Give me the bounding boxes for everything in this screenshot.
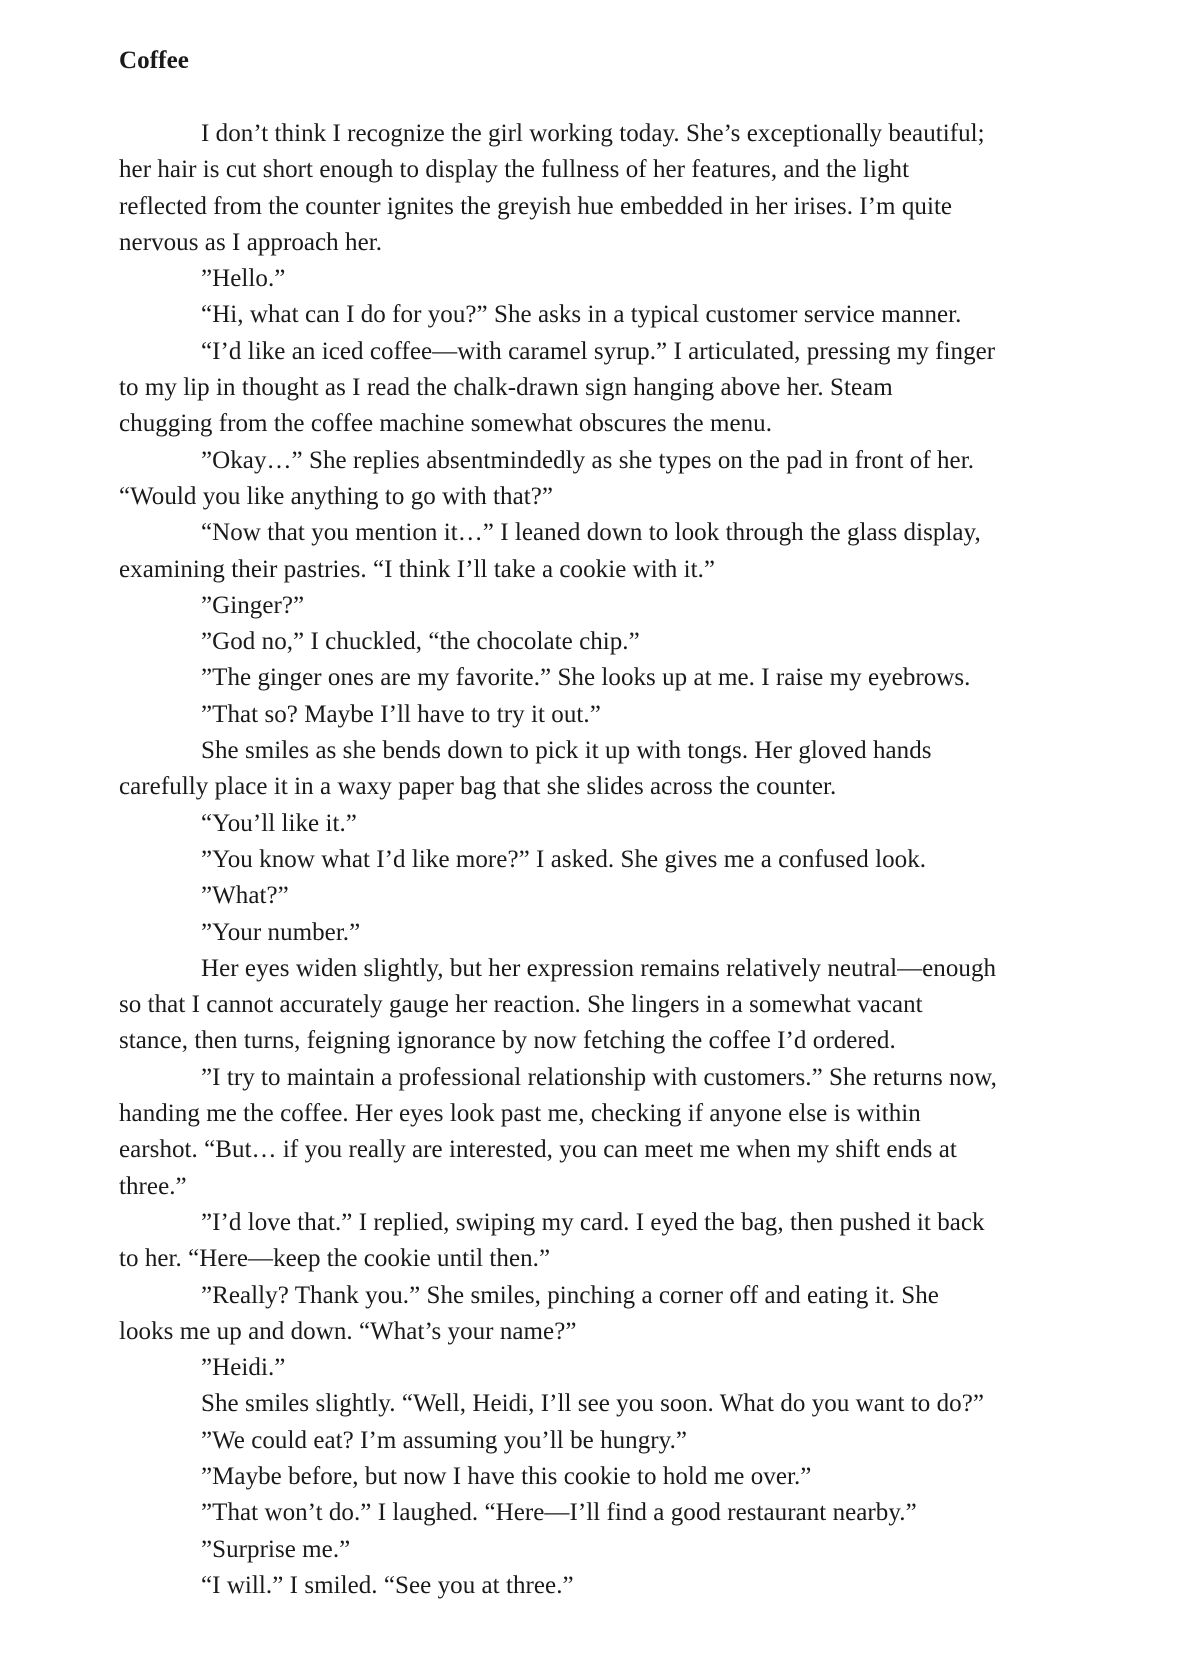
paragraph-line: earshot. “But… if you really are interested, you can meet me when my shift ends at [119, 1136, 957, 1164]
paragraph-line: ”Heidi.” [201, 1354, 286, 1382]
story-paragraph [119, 624, 1081, 660]
paragraph-line: ”I’d love that.” I replied, swiping my card. I eyed the bag, then pushed it back [201, 1208, 985, 1236]
paragraph-line: ”Ginger?” [201, 591, 305, 619]
paragraph-line: “You’ll like it.” [201, 809, 357, 837]
story-paragraph [119, 1568, 1081, 1604]
story-paragraph [119, 1423, 1081, 1459]
paragraph-line: ”Maybe before, but now I have this cookie to hold me over.” [201, 1462, 812, 1490]
paragraph-line: I don’t think I recognize the girl working today. She’s exceptionally beautiful; [201, 120, 985, 147]
paragraph-line: She smiles slightly. “Well, Heidi, I’ll see you soon. What do you want to do?” [201, 1390, 985, 1418]
story-paragraph [119, 878, 1081, 914]
paragraph-line: “I’d like an iced coffee—with caramel syrup.” I articulated, pressing my finger [201, 337, 996, 365]
story-paragraph [119, 1386, 1081, 1422]
paragraph-line: ”The ginger ones are my favorite.” She looks up at me. I raise my eyebrows. [201, 664, 971, 692]
paragraph-line: “Now that you mention it…” I leaned down to look through the glass display, [201, 519, 981, 547]
paragraph-line: “Would you like anything to go with that?” [119, 482, 554, 510]
paragraph-line: ”Okay…” She replies absentmindedly as she types on the pad in front of her. [201, 446, 974, 474]
story-paragraph [119, 1495, 1081, 1531]
paragraph-line: ”That won’t do.” I laughed. “Here—I’ll find a good restaurant nearby.” [201, 1499, 917, 1527]
paragraph-line: to my lip in thought as I read the chalk-drawn sign hanging above her. Steam [119, 374, 893, 402]
story-paragraph [119, 915, 1081, 951]
story-paragraph [119, 951, 1081, 1060]
story-paragraph [119, 116, 1081, 261]
story-paragraph [119, 1459, 1081, 1495]
story-paragraph [119, 1350, 1081, 1386]
paragraph-line: ”Surprise me.” [201, 1535, 351, 1563]
paragraph-line: ”What?” [201, 882, 289, 910]
paragraph-line: ”That so? Maybe I’ll have to try it out.” [201, 700, 601, 728]
story-paragraph [119, 733, 1081, 806]
paragraph-line: stance, then turns, feigning ignorance by now fetching the coffee I’d ordered. [119, 1027, 896, 1055]
paragraph-line: ”Hello.” [201, 265, 286, 293]
paragraph-line: nervous as I approach her. [119, 228, 383, 256]
story-paragraph [119, 660, 1081, 696]
document-body [119, 116, 1081, 1604]
story-paragraph [119, 1060, 1081, 1205]
paragraph-line: carefully place it in a waxy paper bag that she slides across the counter. [119, 773, 837, 801]
paragraph-line: handing me the coffee. Her eyes look past me, checking if anyone else is within [119, 1100, 921, 1128]
paragraph-line: ”We could eat? I’m assuming you’ll be hungry.” [201, 1426, 688, 1454]
paragraph-line: chugging from the coffee machine somewhat obscures the menu. [119, 410, 773, 438]
paragraph-line: ”God no,” I chuckled, “the chocolate chip.” [201, 628, 640, 656]
paragraph-line: so that I cannot accurately gauge her reaction. She lingers in a somewhat vacant [119, 991, 923, 1019]
story-paragraph [119, 1278, 1081, 1351]
paragraph-line: three.” [119, 1172, 187, 1200]
paragraph-line: reflected from the counter ignites the greyish hue embedded in her irises. I’m quite [119, 192, 953, 220]
story-paragraph [119, 697, 1081, 733]
story-paragraph [119, 334, 1081, 443]
story-paragraph [119, 515, 1081, 588]
paragraph-line: ”I try to maintain a professional relationship with customers.” She returns now, [201, 1063, 997, 1091]
story-paragraph [119, 297, 1081, 333]
paragraph-line: “I will.” I smiled. “See you at three.” [201, 1571, 574, 1599]
paragraph-line: Her eyes widen slightly, but her expression remains relatively neutral—enough [201, 954, 997, 982]
paragraph-line: to her. “Here—keep the cookie until then.” [119, 1245, 551, 1273]
story-paragraph [119, 842, 1081, 878]
document-title: Coffee [119, 47, 189, 74]
story-paragraph [119, 588, 1081, 624]
paragraph-line: examining their pastries. “I think I’ll take a cookie with it.” [119, 555, 716, 583]
paragraph-line: ”Really? Thank you.” She smiles, pinching a corner off and eating it. She [201, 1281, 939, 1309]
story-paragraph [119, 443, 1081, 516]
story-paragraph [119, 1205, 1081, 1278]
paragraph-line: “Hi, what can I do for you?” She asks in a typical customer service manner. [201, 301, 962, 329]
story-paragraph [119, 806, 1081, 842]
story-paragraph [119, 1532, 1081, 1568]
paragraph-line: ”Your number.” [201, 918, 361, 946]
paragraph-line: ”You know what I’d like more?” I asked. She gives me a confused look. [201, 845, 927, 873]
story-paragraph [119, 261, 1081, 297]
paragraph-line: looks me up and down. “What’s your name?” [119, 1317, 577, 1345]
paragraph-line: her hair is cut short enough to display the fullness of her features, and the light [119, 156, 910, 184]
paragraph-line: She smiles as she bends down to pick it up with tongs. Her gloved hands [201, 737, 932, 765]
